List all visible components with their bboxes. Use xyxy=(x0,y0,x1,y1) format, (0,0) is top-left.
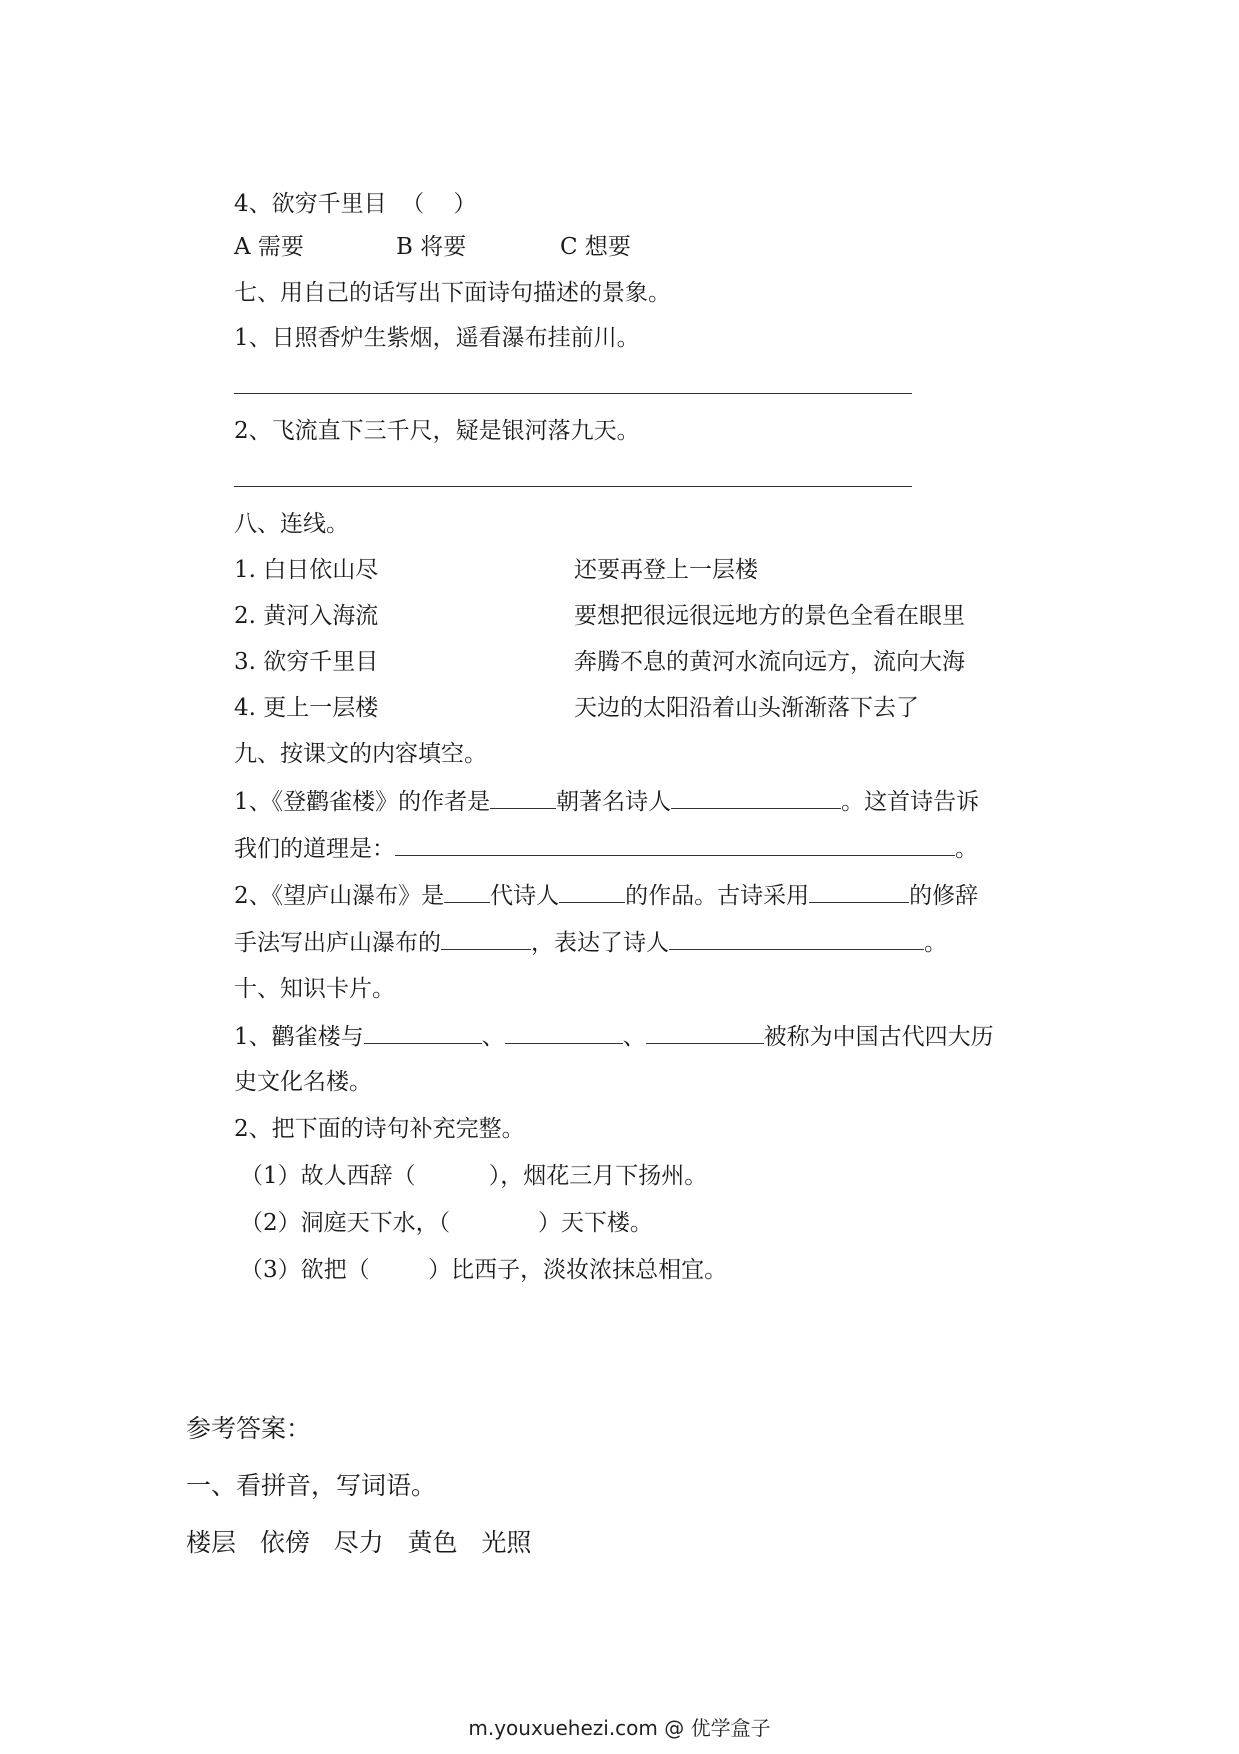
fill-text: 朝著名诗人 xyxy=(556,789,672,815)
fill-text: 。 xyxy=(924,930,947,956)
fill-text: 的作品。古诗采用 xyxy=(625,883,810,909)
blank xyxy=(441,927,531,950)
fill-line-2 xyxy=(234,833,978,864)
answers-title: 参考答案： xyxy=(186,1414,312,1443)
match-left-3: 3. 欲穷千里目 xyxy=(234,649,379,675)
option-b: B 将要 xyxy=(396,234,467,260)
answer-line xyxy=(234,486,912,487)
fill-text: ，表达了诗人 xyxy=(531,930,669,956)
option-a: A 需要 xyxy=(234,234,304,260)
section-7-item-1: 1、日照香炉生紫烟，遥看瀑布挂前川。 xyxy=(234,325,640,351)
section-7-item-2: 2、飞流直下三千尺，疑是银河落九天。 xyxy=(234,418,640,444)
answers-words: 楼层 依傍 尽力 黄色 光照 xyxy=(186,1528,532,1557)
section-10-title: 十、知识卡片。 xyxy=(234,976,395,1002)
match-left-2: 2. 黄河入海流 xyxy=(234,603,379,629)
fill-text: 我们的道理是： xyxy=(234,836,395,862)
fill-text: 的修辞 xyxy=(909,883,979,909)
separator: 、 xyxy=(481,1024,505,1050)
poem-item-2: （2）洞庭天下水，（ ）天下楼。 xyxy=(240,1210,653,1236)
match-right-1: 还要再登上一层楼 xyxy=(574,557,758,583)
card-line-2: 史文化名楼。 xyxy=(234,1069,372,1095)
option-c: C 想要 xyxy=(560,234,631,260)
poem-item-1: （1）故人西辞（ ），烟花三月下扬州。 xyxy=(240,1163,708,1189)
poem-item-3: （3）欲把（ ）比西子，淡妆浓抹总相宜。 xyxy=(240,1257,728,1283)
match-left-4: 4. 更上一层楼 xyxy=(234,695,379,721)
fill-line-3 xyxy=(234,880,978,911)
blank xyxy=(490,786,556,809)
blank xyxy=(646,1021,764,1044)
match-right-2: 要想把很远很远地方的景色全看在眼里 xyxy=(574,603,965,629)
fill-text: 1、《登鹳雀楼》的作者是 xyxy=(234,789,491,815)
fill-text: 1、鹳雀楼与 xyxy=(234,1024,364,1050)
section-8-title: 八、连线。 xyxy=(234,511,349,537)
blank xyxy=(809,880,909,903)
fill-text: 2、《望庐山瀑布》是 xyxy=(234,883,445,909)
blank xyxy=(671,786,841,809)
match-left-1: 1. 白日依山尽 xyxy=(234,557,379,583)
fill-text: 手法写出庐山瀑布的 xyxy=(234,930,441,956)
section-7-title: 七、用自己的话写出下面诗句描述的景象。 xyxy=(234,280,671,306)
match-right-3: 奔腾不息的黄河水流向远方，流向大海 xyxy=(574,649,965,675)
fill-text: 被称为中国古代四大历 xyxy=(763,1024,994,1050)
blank xyxy=(395,833,955,856)
answers-section-1: 一、看拼音，写词语。 xyxy=(186,1471,437,1500)
blank xyxy=(505,1021,623,1044)
answer-line xyxy=(234,393,912,394)
fill-text: 。这首诗告诉 xyxy=(841,789,980,815)
fill-text: 。 xyxy=(955,836,978,862)
blank xyxy=(669,927,924,950)
match-right-4: 天边的太阳沿着山头渐渐落下去了 xyxy=(574,695,919,721)
card-line-1 xyxy=(234,1021,994,1052)
question-4: 4、欲穷千里目 （ ） xyxy=(234,191,477,217)
blank xyxy=(444,880,490,903)
card-line-3: 2、把下面的诗句补充完整。 xyxy=(234,1116,525,1142)
blank xyxy=(364,1021,482,1044)
separator: 、 xyxy=(622,1024,646,1050)
fill-line-1 xyxy=(234,786,979,817)
fill-text: 代诗人 xyxy=(490,883,560,909)
blank xyxy=(559,880,625,903)
footer-watermark: m.youxuehezi.com @ 优学盒子 xyxy=(468,1716,771,1740)
section-9-title: 九、按课文的内容填空。 xyxy=(234,741,487,767)
fill-line-4 xyxy=(234,927,947,958)
